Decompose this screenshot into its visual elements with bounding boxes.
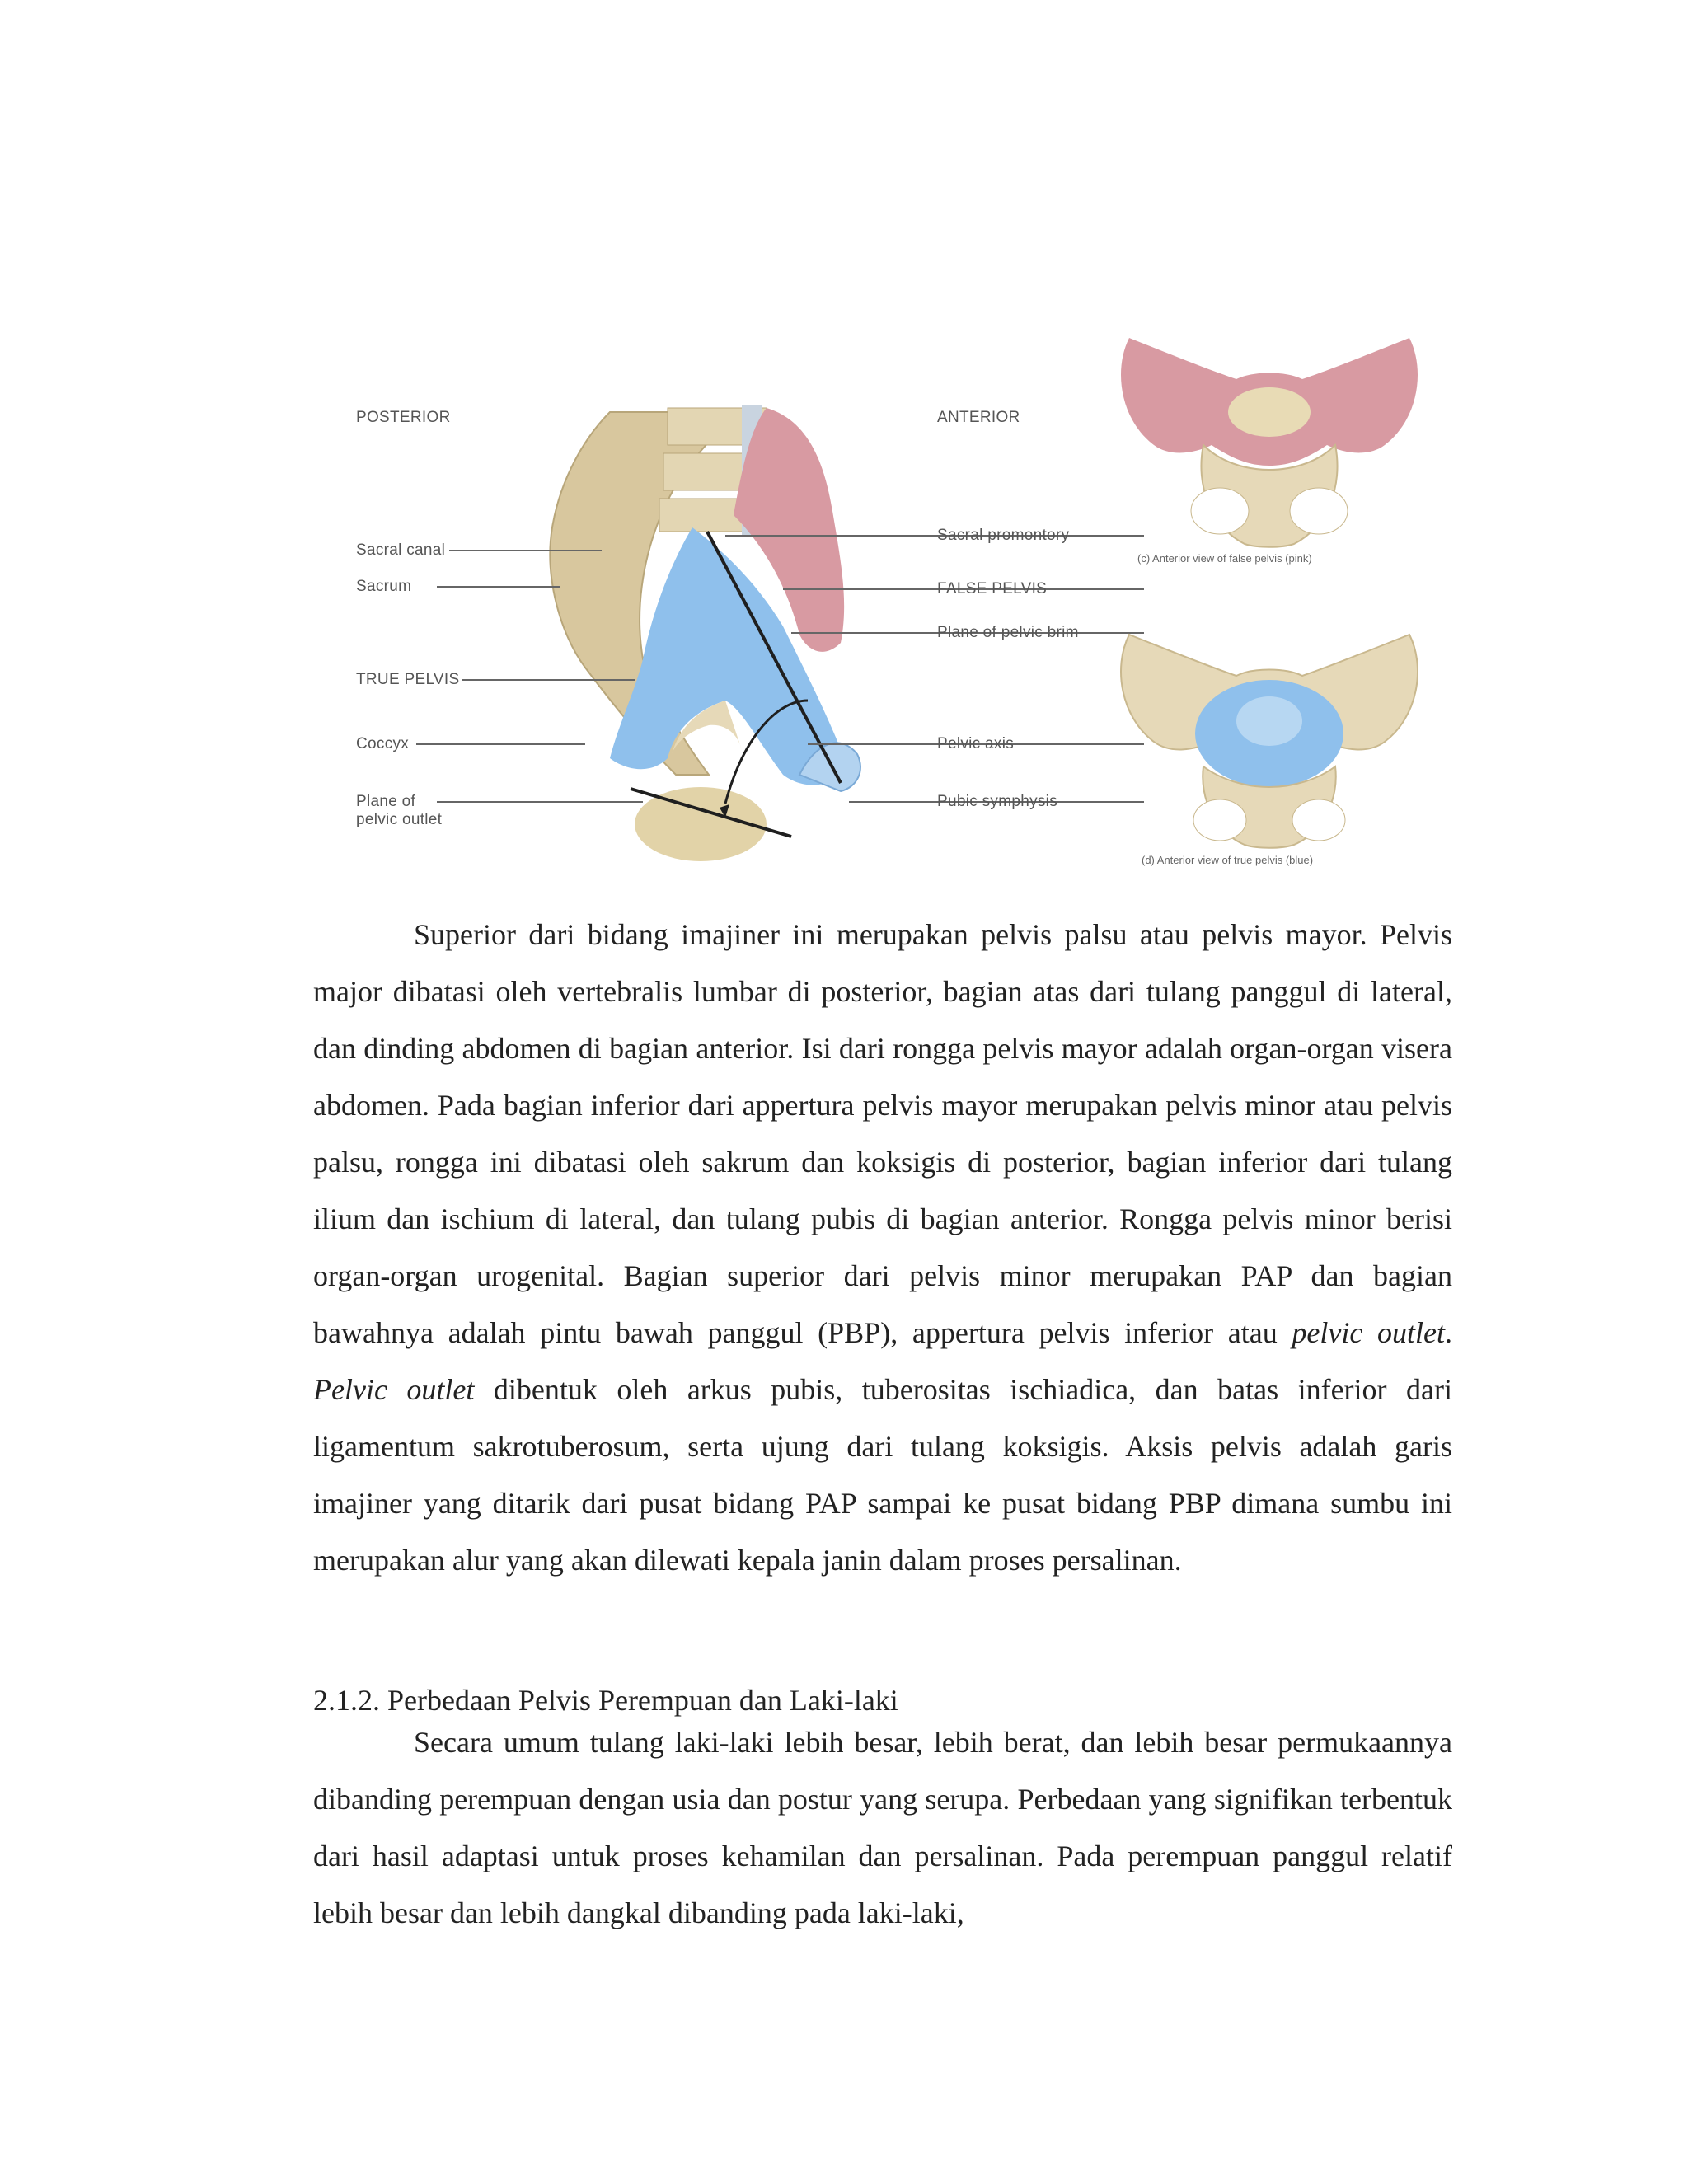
anterior-label: ANTERIOR bbox=[937, 409, 1020, 426]
pelvic-outlet-term-2: Pelvic outlet bbox=[313, 1373, 475, 1406]
caption-false-pelvis: (c) Anterior view of false pelvis (pink) bbox=[1137, 552, 1312, 565]
label-plane-of: Plane of bbox=[356, 793, 416, 810]
obturator-left-c bbox=[1191, 488, 1249, 534]
paragraph1-part3: dibentuk oleh arkus pubis, tuberositas ischiadica, dan batas inferior dari ligamentum sakrotuberosum, serta ujung dari tulang koksigis. Aksis pelvis adalah garis imajiner yang ditarik dari pusat bidang PAP sampai ke pusat bidang PBP dimana sumbu ini merupakan alur yang akan dilewati kepala janin dalam proses persalinan. bbox=[313, 1373, 1452, 1577]
section-heading: 2.1.2. Perbedaan Pelvis Perempuan dan Laki-laki bbox=[313, 1684, 898, 1717]
true-pelvis-anterior-view bbox=[1121, 635, 1418, 848]
sacrum-d bbox=[1236, 696, 1302, 746]
label-pelvic-outlet: pelvic outlet bbox=[356, 811, 443, 828]
pelvic-outlet-term-1: pelvic outlet bbox=[1292, 1316, 1445, 1349]
pelvis-illustration bbox=[313, 313, 1418, 882]
label-true-pelvis: TRUE PELVIS bbox=[356, 671, 460, 688]
paragraph1-part1: Superior dari bidang imajiner ini merupakan pelvis palsu atau pelvis mayor. Pelvis major dibatasi oleh vertebralis lumbar di posterior, bagian atas dari tulang panggul di lateral, dan dinding abdomen di bagian anterior. Isi dari rongga pelvis mayor adalah organ-organ visera abdomen. Pada bagian inferior dari appertura pelvis mayor merupakan pelvis minor atau pelvis palsu, rongga ini dibatasi oleh sakrum dan koksigis di posterior, bagian inferior dari tulang ilium dan ischium di lateral, dan tulang pubis di bagian anterior. Rongga pelvis minor berisi organ-organ urogenital. Bagian superior dari pelvis minor merupakan PAP dan bagian bawahnya adalah pintu bawah panggul (PBP), appertura pelvis inferior atau bbox=[313, 918, 1452, 1349]
label-false-pelvis: FALSE PELVIS bbox=[937, 580, 1048, 598]
label-plane-pelvic-brim: Plane of pelvic brim bbox=[937, 624, 1079, 641]
obturator-left-d bbox=[1193, 799, 1246, 841]
label-coccyx: Coccyx bbox=[356, 735, 410, 752]
body-paragraph-2: Secara umum tulang laki-laki lebih besar, lebih berat, dan lebih besar permukaannya dibanding perempuan dengan usia dan postur yang serupa. Perbedaan yang signifikan terbentuk dari hasil adaptasi untuk proses kehamilan dan persalinan. Pada perempuan panggul relatif lebih besar dan lebih dangkal dibanding pada laki-laki, bbox=[313, 1726, 1452, 1929]
label-sacral-canal: Sacral canal bbox=[356, 541, 446, 559]
label-pelvic-axis: Pelvic axis bbox=[937, 735, 1015, 752]
pelvis-figure bbox=[313, 313, 1418, 882]
obturator-right-d bbox=[1292, 799, 1345, 841]
false-pelvis-anterior-view bbox=[1121, 338, 1418, 547]
caption-true-pelvis: (d) Anterior view of true pelvis (blue) bbox=[1142, 854, 1314, 866]
paragraph1-part2: . bbox=[1445, 1316, 1452, 1349]
label-sacral-promontory: Sacral promontory bbox=[937, 527, 1070, 544]
label-pubic-symphysis: Pubic symphysis bbox=[937, 793, 1057, 810]
sacrum-c bbox=[1228, 387, 1311, 437]
posterior-label: POSTERIOR bbox=[356, 409, 451, 426]
obturator-right-c bbox=[1290, 488, 1348, 534]
body-paragraph-1 bbox=[313, 907, 1452, 1589]
label-sacrum: Sacrum bbox=[356, 578, 412, 595]
